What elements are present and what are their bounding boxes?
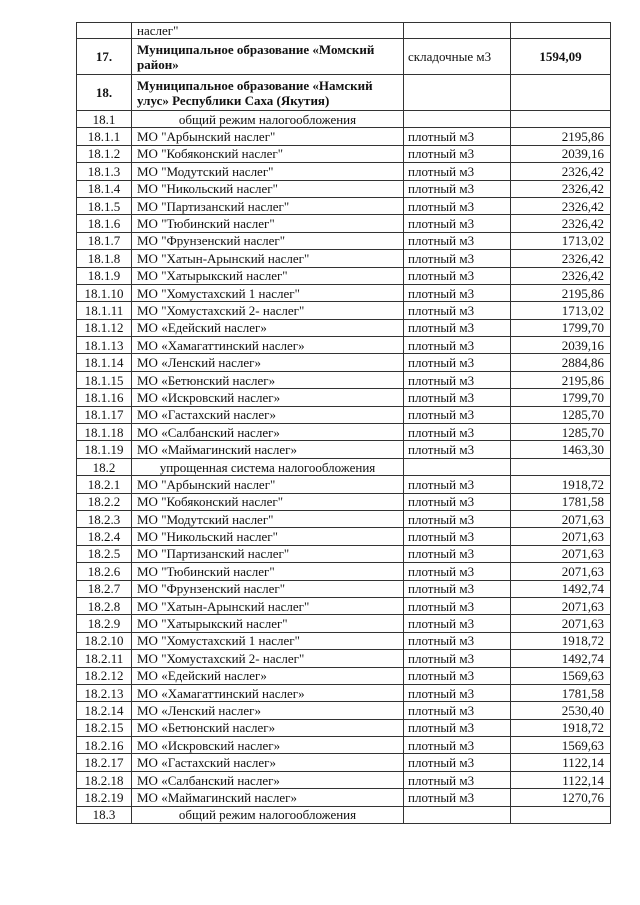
unit-cell: плотный м3 xyxy=(404,424,511,441)
row-number: 18.2.2 xyxy=(77,493,132,510)
value-cell: 2039,16 xyxy=(511,337,611,354)
table-row xyxy=(77,250,611,267)
table-row xyxy=(77,684,611,701)
settlement-name: МО "Модутский наслег" xyxy=(132,163,404,180)
value-cell: 1285,70 xyxy=(511,406,611,423)
unit-cell: плотный м3 xyxy=(404,145,511,162)
row-number: 18.2.6 xyxy=(77,563,132,580)
value-cell: 1713,02 xyxy=(511,232,611,249)
value-cell: 2195,86 xyxy=(511,284,611,301)
row-number: 18.2.16 xyxy=(77,737,132,754)
value-cell: 1713,02 xyxy=(511,302,611,319)
unit-cell: плотный м3 xyxy=(404,163,511,180)
settlement-name: МО «Едейский наслег» xyxy=(132,667,404,684)
value-cell: 1918,72 xyxy=(511,719,611,736)
table-row xyxy=(77,754,611,771)
unit-cell xyxy=(404,75,511,111)
continued-name: наслег" xyxy=(132,23,404,39)
table-row xyxy=(77,632,611,649)
unit-cell: плотный м3 xyxy=(404,597,511,614)
value-cell xyxy=(511,806,611,823)
table-row xyxy=(77,406,611,423)
row-number: 18.1.14 xyxy=(77,354,132,371)
row-number: 18.2.13 xyxy=(77,684,132,701)
unit-cell: плотный м3 xyxy=(404,771,511,788)
value-cell: 2326,42 xyxy=(511,180,611,197)
unit-cell: плотный м3 xyxy=(404,719,511,736)
unit-cell: плотный м3 xyxy=(404,389,511,406)
unit-cell: плотный м3 xyxy=(404,580,511,597)
value-cell xyxy=(511,23,611,39)
value-cell: 2326,42 xyxy=(511,250,611,267)
table-row xyxy=(77,232,611,249)
value-cell xyxy=(511,75,611,111)
table-row xyxy=(77,667,611,684)
continuation-row xyxy=(77,23,611,39)
unit-cell: плотный м3 xyxy=(404,215,511,232)
section-number: 18.3 xyxy=(77,806,132,823)
value-cell: 2039,16 xyxy=(511,145,611,162)
row-number: 18.2.12 xyxy=(77,667,132,684)
row-number: 18.2.8 xyxy=(77,597,132,614)
value-cell xyxy=(511,111,611,128)
settlement-name: МО "Хомустахский 2- наслег" xyxy=(132,650,404,667)
unit-cell: плотный м3 xyxy=(404,284,511,301)
table-row xyxy=(77,371,611,388)
table-row xyxy=(77,510,611,527)
unit-cell: плотный м3 xyxy=(404,615,511,632)
unit-cell: плотный м3 xyxy=(404,371,511,388)
unit-cell: плотный м3 xyxy=(404,180,511,197)
table-row xyxy=(77,580,611,597)
table-row xyxy=(77,441,611,458)
section-row xyxy=(77,806,611,823)
row-number: 18. xyxy=(77,75,132,111)
table-row xyxy=(77,145,611,162)
row-number: 18.1.15 xyxy=(77,371,132,388)
value-cell: 2326,42 xyxy=(511,163,611,180)
unit-cell: плотный м3 xyxy=(404,684,511,701)
settlement-name: МО "Хомустахский 1 наслег" xyxy=(132,284,404,301)
row-number: 18.1.6 xyxy=(77,215,132,232)
row-number: 18.2.10 xyxy=(77,632,132,649)
table-row xyxy=(77,597,611,614)
unit-cell: плотный м3 xyxy=(404,632,511,649)
row-number: 18.1.12 xyxy=(77,319,132,336)
table-row xyxy=(77,650,611,667)
table-row xyxy=(77,302,611,319)
value-cell: 2195,86 xyxy=(511,128,611,145)
section-title: общий режим налогообложения xyxy=(132,111,404,128)
row-number: 18.2.7 xyxy=(77,580,132,597)
unit-cell: складочные м3 xyxy=(404,39,511,75)
row-number: 18.2.3 xyxy=(77,510,132,527)
settlement-name: МО «Гастахский наслег» xyxy=(132,406,404,423)
value-cell: 1270,76 xyxy=(511,789,611,806)
row-number: 18.1.18 xyxy=(77,424,132,441)
value-cell: 1492,74 xyxy=(511,650,611,667)
settlement-name: МО "Никольский наслег" xyxy=(132,528,404,545)
section-number: 18.1 xyxy=(77,111,132,128)
value-cell: 2326,42 xyxy=(511,267,611,284)
value-cell: 2071,63 xyxy=(511,597,611,614)
unit-cell: плотный м3 xyxy=(404,510,511,527)
settlement-name: МО «Искровский наслег» xyxy=(132,389,404,406)
municipality-name: Муниципальное образование «Момский район» xyxy=(132,39,404,75)
settlement-name: МО "Арбынский наслег" xyxy=(132,128,404,145)
table-row xyxy=(77,493,611,510)
settlement-name: МО «Маймагинский наслег» xyxy=(132,789,404,806)
value-cell: 2071,63 xyxy=(511,545,611,562)
tax-rates-table xyxy=(76,22,611,824)
value-cell: 1799,70 xyxy=(511,319,611,336)
settlement-name: МО «Хамагаттинский наслег» xyxy=(132,684,404,701)
row-number: 18.1.5 xyxy=(77,197,132,214)
section-number: 18.2 xyxy=(77,458,132,475)
settlement-name: МО "Тюбинский наслег" xyxy=(132,563,404,580)
value-cell: 1492,74 xyxy=(511,580,611,597)
value-cell: 1569,63 xyxy=(511,667,611,684)
settlement-name: МО "Хомустахский 2- наслег" xyxy=(132,302,404,319)
unit-cell: плотный м3 xyxy=(404,232,511,249)
settlement-name: МО "Никольский наслег" xyxy=(132,180,404,197)
section-row xyxy=(77,458,611,475)
row-number: 18.2.9 xyxy=(77,615,132,632)
table-row xyxy=(77,197,611,214)
settlement-name: МО "Хатырыкский наслег" xyxy=(132,267,404,284)
settlement-name: МО "Модутский наслег" xyxy=(132,510,404,527)
row-number: 18.1.1 xyxy=(77,128,132,145)
table-row xyxy=(77,719,611,736)
unit-cell: плотный м3 xyxy=(404,267,511,284)
row-number: 18.1.7 xyxy=(77,232,132,249)
table-row xyxy=(77,389,611,406)
settlement-name: МО "Фрунзенский наслег" xyxy=(132,232,404,249)
row-number: 18.1.9 xyxy=(77,267,132,284)
value-cell: 2071,63 xyxy=(511,528,611,545)
table-row xyxy=(77,354,611,371)
table-row xyxy=(77,545,611,562)
municipality-heading-row xyxy=(77,39,611,75)
table-row xyxy=(77,180,611,197)
value-cell: 2326,42 xyxy=(511,197,611,214)
value-cell: 1781,58 xyxy=(511,684,611,701)
unit-cell xyxy=(404,806,511,823)
value-cell: 2071,63 xyxy=(511,510,611,527)
unit-cell: плотный м3 xyxy=(404,702,511,719)
unit-cell xyxy=(404,23,511,39)
row-number: 18.2.5 xyxy=(77,545,132,562)
unit-cell xyxy=(404,111,511,128)
unit-cell: плотный м3 xyxy=(404,737,511,754)
settlement-name: МО «Искровский наслег» xyxy=(132,737,404,754)
table-row xyxy=(77,424,611,441)
row-number: 18.2.14 xyxy=(77,702,132,719)
settlement-name: МО «Бетюнский наслег» xyxy=(132,371,404,388)
settlement-name: МО «Ленский наслег» xyxy=(132,354,404,371)
unit-cell: плотный м3 xyxy=(404,789,511,806)
unit-cell xyxy=(404,458,511,475)
settlement-name: МО «Ленский наслег» xyxy=(132,702,404,719)
row-number: 18.2.11 xyxy=(77,650,132,667)
row-number: 18.1.17 xyxy=(77,406,132,423)
table-row xyxy=(77,163,611,180)
row-number: 18.2.19 xyxy=(77,789,132,806)
settlement-name: МО "Хатырыкский наслег" xyxy=(132,615,404,632)
table-row xyxy=(77,563,611,580)
table-row xyxy=(77,789,611,806)
settlement-name: МО "Хомустахский 1 наслег" xyxy=(132,632,404,649)
value-cell: 2530,40 xyxy=(511,702,611,719)
row-number: 18.1.16 xyxy=(77,389,132,406)
table-row xyxy=(77,319,611,336)
settlement-name: МО «Салбанский наслег» xyxy=(132,771,404,788)
row-number: 18.2.1 xyxy=(77,476,132,493)
value-cell: 2884,86 xyxy=(511,354,611,371)
value-cell: 2071,63 xyxy=(511,563,611,580)
value-cell: 1918,72 xyxy=(511,632,611,649)
unit-cell: плотный м3 xyxy=(404,493,511,510)
value-cell: 1122,14 xyxy=(511,754,611,771)
value-cell xyxy=(511,458,611,475)
unit-cell: плотный м3 xyxy=(404,302,511,319)
row-number: 18.1.8 xyxy=(77,250,132,267)
table-row xyxy=(77,702,611,719)
unit-cell: плотный м3 xyxy=(404,667,511,684)
settlement-name: МО "Арбынский наслег" xyxy=(132,476,404,493)
table-row xyxy=(77,284,611,301)
row-number: 18.1.2 xyxy=(77,145,132,162)
settlement-name: МО «Хамагаттинский наслег» xyxy=(132,337,404,354)
section-row xyxy=(77,111,611,128)
unit-cell: плотный м3 xyxy=(404,337,511,354)
unit-cell: плотный м3 xyxy=(404,476,511,493)
table-row xyxy=(77,615,611,632)
value-cell: 2071,63 xyxy=(511,615,611,632)
unit-cell: плотный м3 xyxy=(404,650,511,667)
row-number xyxy=(77,23,132,39)
value-cell: 1799,70 xyxy=(511,389,611,406)
row-number: 18.1.10 xyxy=(77,284,132,301)
settlement-name: МО «Гастахский наслег» xyxy=(132,754,404,771)
table-row xyxy=(77,267,611,284)
settlement-name: МО "Кобяконский наслег" xyxy=(132,493,404,510)
table-row xyxy=(77,476,611,493)
table-row xyxy=(77,215,611,232)
settlement-name: МО "Партизанский наслег" xyxy=(132,197,404,214)
unit-cell: плотный м3 xyxy=(404,197,511,214)
value-cell: 1569,63 xyxy=(511,737,611,754)
settlement-name: МО «Едейский наслег» xyxy=(132,319,404,336)
value-cell: 1781,58 xyxy=(511,493,611,510)
settlement-name: МО «Салбанский наслег» xyxy=(132,424,404,441)
section-title: упрощенная система налогообложения xyxy=(132,458,404,475)
unit-cell: плотный м3 xyxy=(404,563,511,580)
row-number: 17. xyxy=(77,39,132,75)
settlement-name: МО "Тюбинский наслег" xyxy=(132,215,404,232)
unit-cell: плотный м3 xyxy=(404,128,511,145)
unit-cell: плотный м3 xyxy=(404,354,511,371)
value-cell: 1594,09 xyxy=(511,39,611,75)
settlement-name: МО "Хатын-Арынский наслег" xyxy=(132,597,404,614)
row-number: 18.1.3 xyxy=(77,163,132,180)
table-row xyxy=(77,128,611,145)
value-cell: 2195,86 xyxy=(511,371,611,388)
value-cell: 1122,14 xyxy=(511,771,611,788)
row-number: 18.2.4 xyxy=(77,528,132,545)
row-number: 18.1.11 xyxy=(77,302,132,319)
unit-cell: плотный м3 xyxy=(404,754,511,771)
row-number: 18.2.18 xyxy=(77,771,132,788)
unit-cell: плотный м3 xyxy=(404,528,511,545)
table-row xyxy=(77,337,611,354)
value-cell: 1918,72 xyxy=(511,476,611,493)
unit-cell: плотный м3 xyxy=(404,545,511,562)
unit-cell: плотный м3 xyxy=(404,250,511,267)
table-row xyxy=(77,737,611,754)
settlement-name: МО «Бетюнский наслег» xyxy=(132,719,404,736)
section-title: общий режим налогообложения xyxy=(132,806,404,823)
settlement-name: МО "Фрунзенский наслег" xyxy=(132,580,404,597)
value-cell: 2326,42 xyxy=(511,215,611,232)
table-row xyxy=(77,771,611,788)
unit-cell: плотный м3 xyxy=(404,406,511,423)
row-number: 18.2.15 xyxy=(77,719,132,736)
row-number: 18.1.4 xyxy=(77,180,132,197)
settlement-name: МО "Партизанский наслег" xyxy=(132,545,404,562)
settlement-name: МО «Маймагинский наслег» xyxy=(132,441,404,458)
unit-cell: плотный м3 xyxy=(404,319,511,336)
value-cell: 1285,70 xyxy=(511,424,611,441)
value-cell: 1463,30 xyxy=(511,441,611,458)
settlement-name: МО "Кобяконский наслег" xyxy=(132,145,404,162)
row-number: 18.2.17 xyxy=(77,754,132,771)
municipality-heading-row xyxy=(77,75,611,111)
unit-cell: плотный м3 xyxy=(404,441,511,458)
settlement-name: МО "Хатын-Арынский наслег" xyxy=(132,250,404,267)
row-number: 18.1.13 xyxy=(77,337,132,354)
row-number: 18.1.19 xyxy=(77,441,132,458)
table-row xyxy=(77,528,611,545)
municipality-name: Муниципальное образование «Намский улус» Республики Саха (Якутия) xyxy=(132,75,404,111)
